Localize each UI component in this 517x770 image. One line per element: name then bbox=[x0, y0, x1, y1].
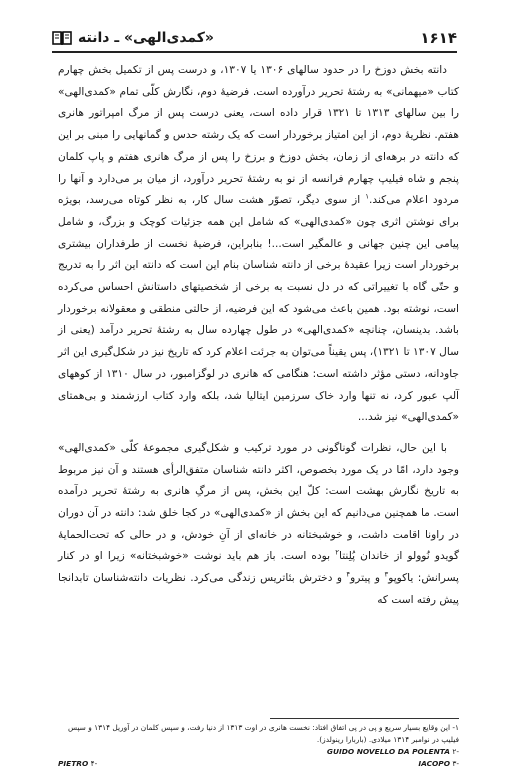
header-divider bbox=[52, 51, 457, 53]
footnote-2 bbox=[327, 746, 459, 758]
paragraph-text: با این حال، نظرات گوناگونی در مورد ترکیب و شکل‌گیری مجموعهٔ کلّی «کمدی‌الهی» وجود دارد، امّا در یک مورد بخصوص، اکثر دانته شناسان متفق‌الرأی هستند و آن نیز مربوط به تاریخ نگارش بهشت است: کلّ این بخش، پس از مرگِ هانری به رشتهٔ تحریر درآمده است. ما همچنین می‌دانیم که این بخش از «کمدی‌الهی» در کجا خلق شد: دانته در آن دوران در راونا اقامت داشت، و خوشبختانه در خانه‌ای از آنِ خودش، و در حالی که تحت‌الحمایهٔ گویدو نُوولو از خاندان پُلِنتا bbox=[58, 441, 459, 563]
paragraph-text: و دخترش بئاتریس زندگی می‌کرد. نظریات دانته‌شناسان تابدانجا پیش رفته است که bbox=[58, 572, 459, 606]
body-text bbox=[58, 60, 459, 612]
footnote-4 bbox=[58, 758, 97, 770]
footnote-3 bbox=[418, 758, 459, 770]
footnote-ref: ۱ bbox=[365, 192, 370, 201]
paragraph-2 bbox=[58, 438, 459, 612]
footnote-latin-name: GUIDO NOVELLO DA POLENTA bbox=[326, 747, 450, 756]
footnote-ref: ۳ bbox=[384, 570, 389, 579]
footnote-1: ۱- این وقایع بسیار سریع و پی در پی اتفاق افتاد: نخست هانری در اوت ۱۳۱۳ از دنیا رفت، و سپس کلمان در آوریل ۱۳۱۴ و سپس فیلیپ در نوامبر ۱۳۱۴ میلادی. (باربارا رینولدز). bbox=[68, 723, 459, 744]
footnote-ref: ۴ bbox=[346, 570, 351, 579]
page-number: ۱۶۱۴ bbox=[420, 29, 457, 47]
footnote-latin-name: IACOPO bbox=[418, 759, 450, 768]
paragraph-text: بوده است. باز هم باید نوشت «خوشبختانه» زیرا او در کنار پسرانش: یاکوپو bbox=[58, 550, 459, 585]
paragraph-text: از سوی دیگر، تصوّر هشت سال کار، به نظر کوتاه می‌رسد، بویژه برای نوشتن اثری چون «کمدی‌الهی» که شامل این همه جزئیات کوچک و بزرگ، و شامل پیامی این چنین جهانی و عالمگیر است...! بنابراین، فرضیهٔ نخست از طرفداران بیشتری برخوردار است زیرا عقیدهٔ برخی از دانته شناسان بنام این است که دانته این اثر را به تدریج و حتّی گاه با تغییراتی که در دل نسبت به برخی از شخصیتهای داستانش احساس می‌کرده است، نوشته بود. همین باعث می‌شود که این فرضیه، از حالتی منطقی و معقولانه برخوردار باشد. بدینسان، چنانچه «کمدی‌الهی» در طول چهارده سال به رشتهٔ تحریر درآمد (یعنی از سال ۱۳۰۷ تا ۱۳۲۱)، پس یقیناً می‌توان به جرئت اعلام کرد که تاریخ نیز در شکل‌گیری این اثر جاودانه، دستی مؤثر داشته است: هنگامی که هانری در لوگزامبور، در سال ۱۳۱۰ از کوههای آلپ عبور کرد، نه تنها وارد خاک سرزمین ایتالیا شد، بلکه وارد کتاب ارزشمند و بی‌همتای «کمدی‌الهی» نیز شد... bbox=[58, 194, 459, 424]
footnote-marker: -۴ bbox=[90, 759, 98, 768]
footnote-latin-name: PIETRO bbox=[58, 759, 89, 768]
running-head bbox=[52, 30, 214, 46]
page-header bbox=[52, 27, 457, 49]
footnote-row-3 bbox=[58, 758, 459, 770]
paragraph-text: و پیترو bbox=[350, 572, 385, 585]
footnote-marker: -۲ bbox=[452, 747, 459, 756]
paragraph-text: دانته بخش دوزخ را در حدود سالهای ۱۳۰۶ یا ۱۳۰۷، و درست پس از تکمیل بخش چهارم کتاب «میهمانی» به رشتهٔ تحریر درآورده است. فرضیهٔ دوم، نگارش کلّی تمام «کمدی‌الهی» را بین سالهای ۱۳۱۳ تا ۱۳۲۱ قرار داده است، یعنی درست پس از مرگ امپراتور هانری هفتم. نظریهٔ دوم، از این امتیاز برخوردار است که یک رشته حدس و گمانهایی را مبنی بر این که دانته در برهه‌ای از زمان، بخش دوزخ و برزخ را پس از مرگ هانری هفتم و پاپ کلمان پنجم و شاه فیلیپ چهارم فرانسه از نو به رشتهٔ تحریر درآورد، از میان بر می‌دارد و آنها را مردود اعلام می‌کند. bbox=[58, 64, 460, 207]
footnote-ref: ۲ bbox=[335, 548, 339, 557]
running-title: «کمدی‌الهی» ـ دانته bbox=[78, 30, 214, 46]
paragraph-1 bbox=[58, 60, 459, 429]
footnote-divider bbox=[270, 718, 459, 719]
footnote-marker: -۳ bbox=[452, 759, 459, 768]
footnotes bbox=[58, 722, 459, 770]
footnote-row-2 bbox=[58, 746, 459, 758]
book-icon bbox=[52, 30, 72, 46]
